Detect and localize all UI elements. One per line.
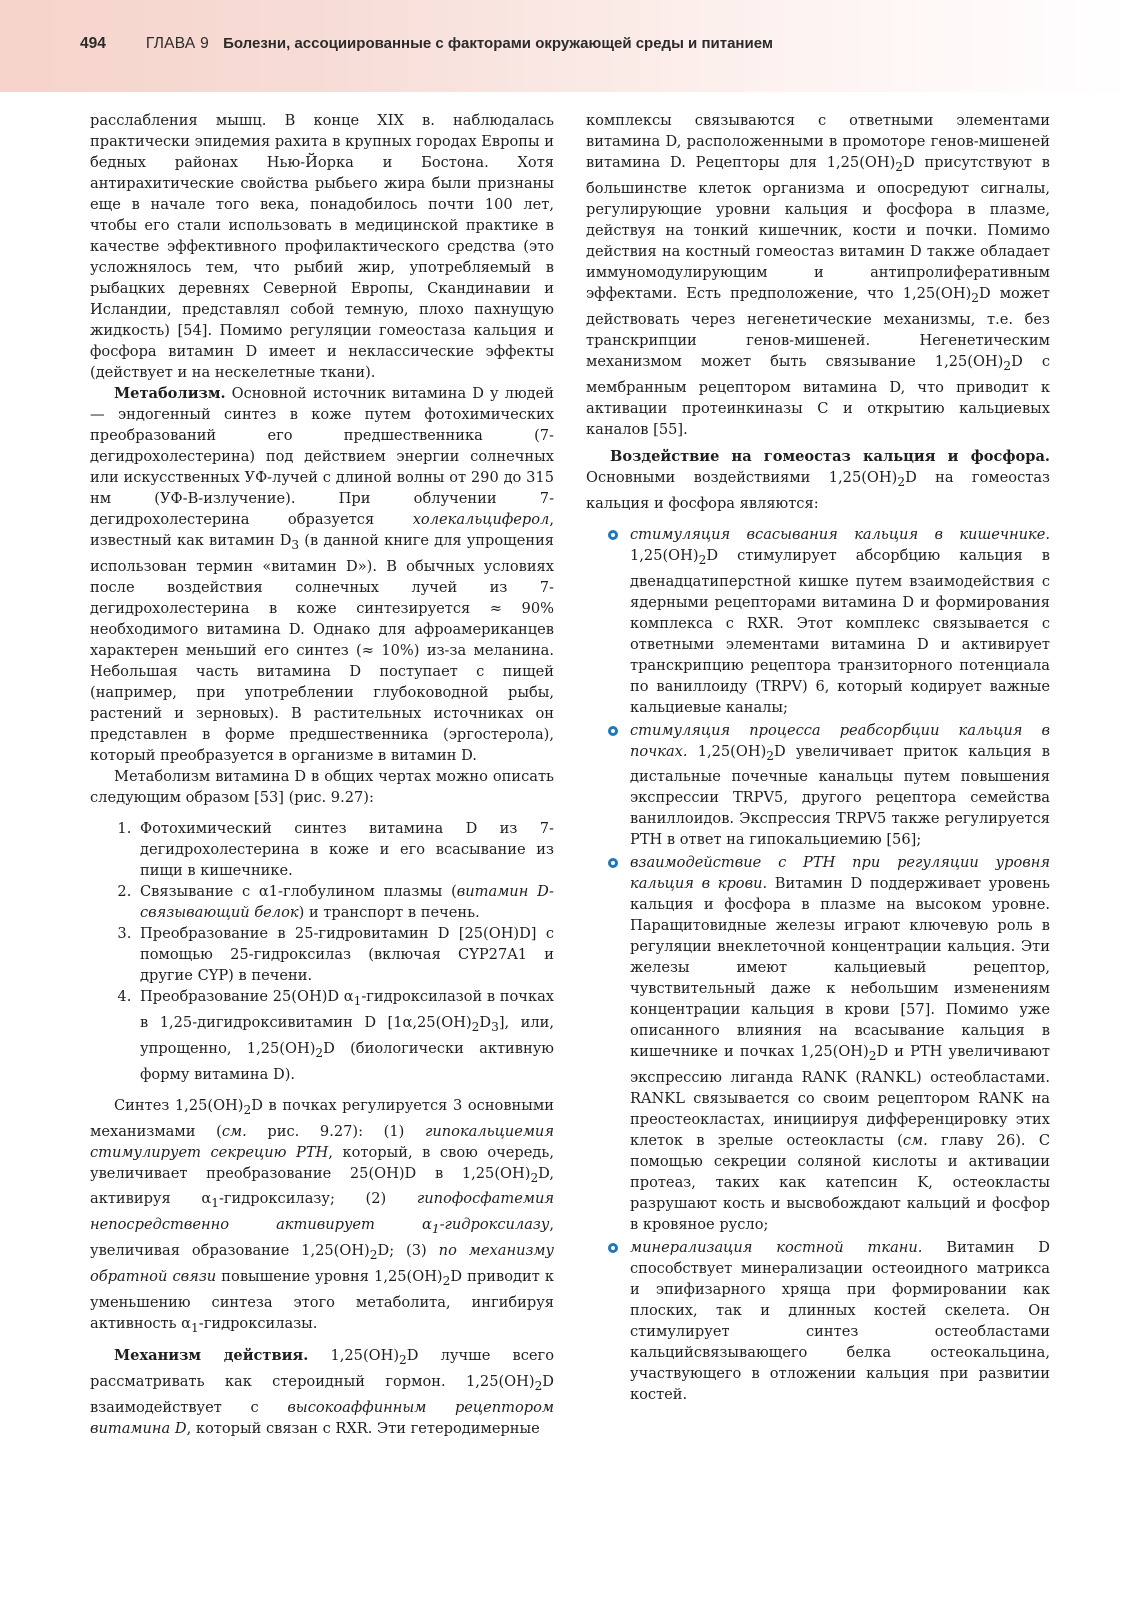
subscript: 1	[431, 1222, 440, 1237]
bullet-item-pth	[586, 852, 1050, 1235]
subscript: 1	[353, 993, 362, 1008]
subscript: 1	[191, 1320, 199, 1335]
italic-run: холекальциферол	[412, 511, 550, 528]
italic-run: гипокальциемия стимулирует секрецию PTH	[90, 1122, 554, 1161]
text-run: 1,25(OH)	[630, 546, 699, 564]
italic-run: см.	[221, 1122, 247, 1140]
italic-run: см.	[902, 1132, 928, 1150]
text-run: Основной источник витамина D у людей — эндогенный синтез в коже путем фотохимических преобразований его предшественника (7-дегидрохолестерина) под действием энергии солнечных или искусственных УФ-лучей с длиной волны от 290 до 315 нм (УФ-В-излучение). При облучении 7-дегидрохолестерина образуется	[90, 385, 554, 528]
text-run: D; (3)	[377, 1242, 439, 1260]
text-run: D может действовать через негенетические механизмы, т.е. без транскрипции генов-мишеней. Негенетическим механизмом может быть связывание 1,25(OH)	[586, 284, 1050, 370]
subscript: 2	[315, 1045, 324, 1060]
text-run: Основными воздействиями 1,25(OH)	[586, 468, 898, 486]
text-run: , известный как витамин D	[90, 511, 554, 549]
text-run: Витамин D способствует минерализации остеоидного матрикса и эпифизарного хряща при формировании как плоских, так и длинных костей скелета. Он стимулирует синтез остеобластами кальцийсвязывающего белка остеокальцина, участвующего в отложении кальция при развитии костей.	[630, 1239, 1050, 1404]
mechanism-heading: Механизм действия.	[114, 1346, 309, 1364]
text-run: главу 26). С помощью секреции соляной кислоты и активации протеаз, таких как катепсин K, остеокласты разрушают кость и высвобождают кальций и фосфор в кровяное русло;	[630, 1132, 1050, 1234]
text-run: D и PTH увеличивают экспрессию лиганда RANK (RANKL) остеобластами. RANKL связывается со своим рецептором RANK на преостеокластах, инициируя дифференцировку этих клеток в зрелые остеокласты (	[630, 1043, 1050, 1150]
text-run: D приводит к уменьшению синтеза этого метаболита, ингибируя активность α	[90, 1268, 555, 1333]
italic-run: высокоаффинным рецептором витамина D	[90, 1398, 554, 1437]
text-run: D	[479, 1013, 492, 1031]
paragraph-mechanism	[90, 1345, 554, 1439]
list-item	[136, 818, 554, 881]
subscript: 2	[868, 1049, 877, 1064]
text-run: -гидроксилазой в почках в 1,25-дигидроксивитамин D [1α,25(OH)	[140, 987, 555, 1031]
subscript: 1	[211, 1196, 219, 1211]
subscript: 2	[442, 1274, 451, 1289]
italic-run: -гидроксилазу	[439, 1216, 550, 1234]
subscript: 2	[698, 552, 707, 567]
text-run: D присутствуют в большинстве клеток организма и опосредуют сигналы, регулирующие уровни кальция и фосфора в плазме, действуя на тонкий кишечник, кости и почки. Помимо действия на костный гомеостаз витамин D также обладает иммуномодулирующим и антипролиферативным эффектами. Есть предположение, что 1,25(OH)	[586, 154, 1051, 302]
metabolism-heading: Метаболизм.	[114, 385, 226, 402]
paragraph-metabolism-intro: Метаболизм витамина D в общих чертах можно описать следующим образом [53] (рис. 9.27):	[90, 767, 554, 806]
italic-run: стимуляция процесса реабсорбции кальция в почках.	[630, 721, 1050, 760]
subscript: 2	[471, 1019, 480, 1034]
text-run: 1,25(OH)	[308, 1346, 400, 1364]
circle-bullet-icon	[608, 1243, 618, 1253]
text-run: ], или, упрощенно, 1,25(OH)	[140, 1013, 555, 1057]
text-run: Фотохимический синтез витамина D из 7-дегидрохолестерина в коже и его всасывание из пищи в кишечнике.	[140, 819, 554, 879]
text-run: D (биологически активную форму витамина D).	[140, 1039, 554, 1083]
text-run: (в данной книге для упрощения использован термин «витамин D»). В обычных условиях после воздействия солнечных лучей из 7-дегидрохолестерина в коже синтезируется ≈ 90% необходимого витамина D. Однако для афроамериканцев характерен меньший его синтез (≈ 10%) из-за меланина. Небольшая часть витамина D поступает с пищей (например, при употреблении глубоководной рыбы, растений и зерновых). В растительных источниках он представлен в форме предшественника (эргостерола), который преобразуется в организме в витамин D.	[90, 532, 555, 764]
list-item	[136, 881, 554, 923]
text-run: D увеличивает приток кальция в дистальные почечные канальцы путем повышения экспрессии TRPV5, другого рецептора семейства ваниллоидов. Экспрессия TRPV5 также регулируется PTH в ответ на гипокальциемию [56];	[630, 742, 1050, 849]
circle-bullet-icon	[608, 858, 618, 868]
italic-run: минерализация костной ткани.	[630, 1239, 923, 1257]
chapter-title: Болезни, ассоциированные с факторами окружающей среды и питанием	[223, 35, 773, 52]
homeostasis-heading: Воздействие на гомеостаз кальция и фосфора.	[610, 447, 1050, 465]
text-run: Витамин D поддерживает уровень кальция и фосфора в плазме на высоком уровне. Паращитовидные железы играют ключевую роль в регуляции внеклеточной концентрации кальция. Эти железы имеют кальциевый рецептор, чувствительный даже к небольшим изменениям концентрации кальция в крови [57]. Помимо уже описанного влияния на всасывание кальция в кишечнике и почках 1,25(OH)	[630, 875, 1050, 1061]
text-run: Преобразование в 25-гидровитамин D [25(OH)D] с помощью 25-гидроксилаз (включая CYP27A1 и другие CYP) в печени.	[140, 924, 554, 984]
paragraph-synthesis-regulation	[90, 1095, 554, 1339]
text-run: повышение уровня 1,25(OH)	[216, 1268, 443, 1286]
text-run: D, активируя α	[90, 1164, 554, 1208]
subscript: 2	[897, 474, 906, 489]
text-run: Преобразование 25(OH)D α	[140, 987, 354, 1005]
paragraph-homeostasis	[586, 446, 1050, 514]
metabolism-steps-list	[90, 818, 554, 1085]
text-run: D лучше всего рассматривать как стероидный гормон. 1,25(OH)	[90, 1346, 554, 1390]
bullet-item-kidney	[586, 720, 1050, 851]
italic-run: витамин D-связывающий белок	[140, 882, 554, 921]
subscript: 2	[534, 1378, 543, 1393]
bullet-item-mineralization	[586, 1237, 1050, 1405]
text-run: , увеличивая образование 1,25(OH)	[90, 1216, 554, 1260]
paragraph-receptor-continuation	[586, 110, 1050, 440]
circle-bullet-icon	[608, 530, 618, 540]
subscript: 2	[895, 159, 904, 174]
text-run: ) и транспорт в печень.	[298, 903, 480, 921]
header-row	[80, 35, 773, 59]
left-column	[90, 110, 554, 1439]
text-run: , который связан с RXR. Эти гетеродимерные	[186, 1419, 540, 1437]
chapter-label: ГЛАВА 9	[145, 35, 210, 52]
text-run: D взаимодействует с	[90, 1372, 554, 1416]
subscript: 3	[491, 1019, 499, 1034]
subscript: 2	[399, 1352, 407, 1367]
text-run: D с мембранным рецептором витамина D, что приводит к активации протеинкиназы C и открытию кальциевых каналов [55].	[586, 352, 1050, 438]
list-item	[136, 923, 554, 986]
subscript: 2	[530, 1170, 539, 1185]
list-item	[136, 986, 554, 1085]
text-run: Синтез 1,25(OH)	[114, 1096, 244, 1114]
effects-bullet-list	[586, 524, 1050, 1406]
text-run: D на гомеостаз кальция и фосфора являются:	[586, 468, 1050, 512]
italic-run: стимуляция всасывания кальция в кишечнике.	[630, 525, 1050, 543]
text-run: -гидроксилазу; (2)	[218, 1190, 417, 1208]
circle-bullet-icon	[608, 726, 618, 736]
page-header	[0, 0, 1131, 92]
subscript: 2	[971, 290, 979, 305]
text-run: рис. 9.27): (1)	[246, 1122, 425, 1140]
subscript: 3	[291, 537, 300, 552]
bullet-item-intestine	[586, 524, 1050, 718]
paragraph-rickets: расслабления мышц. В конце XIX в. наблюдалась практически эпидемия рахита в крупных городах Европы и бедных районах Нью-Йорка и Бостона. Хотя антирахитические свойства рыбьего жира были признаны еще в начале того века, понадобилось почти 100 лет, чтобы его стали использовать в медицинской практике в качестве эффективного профилактического средства (это усложнялось тем, что рыбий жир, употребляемый в рыбацких деревнях Северной Европы, Скандинавии и Исландии, представлял собой темную, плохо пахнущую жидкость) [54]. Помимо регуляции гомеостаза кальция и фосфора витамин D имеет и неклассические эффекты (действует и на нескелетные ткани).	[90, 112, 554, 381]
subscript: 2	[766, 748, 774, 763]
italic-run: гипофосфатемия непосредственно активирует α	[90, 1190, 555, 1234]
right-column	[586, 110, 1050, 1407]
italic-run: по механизму обратной связи	[90, 1242, 554, 1286]
subscript: 2	[1003, 358, 1012, 373]
text-run: Связывание с α1-глобулином плазмы (	[140, 882, 457, 900]
page-number: 494	[80, 35, 106, 52]
text-run: , который, в свою очередь, увеличивает преобразование 25(OH)D в 1,25(OH)	[90, 1143, 554, 1182]
subscript: 2	[369, 1248, 378, 1263]
text-run: 1,25(OH)	[687, 742, 767, 760]
italic-run: взаимодействие с PTH при регуляции уровня кальция в крови.	[630, 854, 1050, 893]
text-run: -гидроксилазы.	[198, 1315, 318, 1333]
text-run: D стимулирует абсорбцию кальция в двенадцатиперстной кишке путем взаимодействия с ядерными рецепторами витамина D и формирования комплекса с RXR. Этот комплекс связывается с ответными элементами витамина D и активирует транскрипцию рецептора транзиторного потенциала по ваниллоиду (TRPV) 6, который кодирует важные кальциевые каналы;	[630, 546, 1050, 716]
text-run: комплексы связываются с ответными элементами витамина D, расположенными в промоторе генов-мишеней витамина D. Рецепторы для 1,25(OH)	[586, 112, 1050, 171]
text-run: D в почках регулируется 3 основными механизмами (	[90, 1096, 554, 1140]
paragraph-metabolism	[90, 383, 554, 766]
subscript: 2	[243, 1102, 252, 1117]
